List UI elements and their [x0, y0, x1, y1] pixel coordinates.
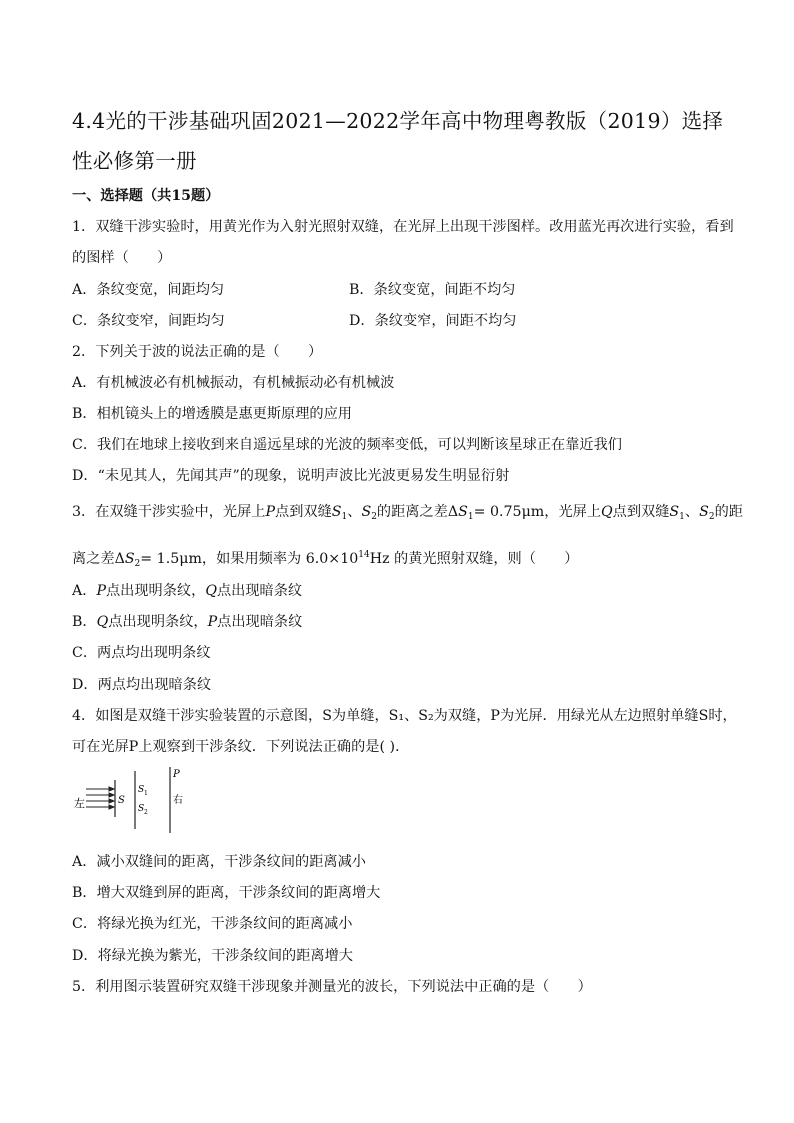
q1-option-a: A．条纹变宽，间距均匀 [72, 282, 225, 298]
ray-arrowhead-4 [109, 805, 114, 809]
q3-text: 点出现暗条纹 [217, 614, 303, 630]
q3-var-s: S [699, 504, 709, 520]
diagram-label-s2: S [138, 804, 145, 814]
diagram-label-right: 右 [173, 795, 183, 806]
ray-arrowhead-1 [109, 787, 114, 791]
diagram-label-left: 左 [74, 797, 85, 810]
q3-text: ，光屏上 [544, 504, 602, 520]
q3-var-q: Q [205, 583, 217, 599]
q3-text: 的距离之差Δ [376, 504, 459, 520]
q3-stem-line-2 [72, 545, 732, 574]
q4-option-d: D．将绿光换为紫光，干涉条纹间的距离增大 [72, 948, 353, 964]
ray-arrowhead-2 [109, 793, 114, 797]
q3-text: Hz 的黄光照射双缝，则（ ） [369, 551, 579, 567]
q3-equation-1: = 0.75μm [473, 504, 545, 520]
q3-exponent: 14 [358, 550, 370, 560]
q3-var-q: Q [601, 504, 613, 520]
q3-option-d: D．两点均出现暗条纹 [72, 677, 212, 693]
q3-option-label: B． [72, 614, 97, 630]
q2-option-d: D．“未见其人，先闻其声”的现象，说明声波比光波更易发生明显衍射 [72, 468, 510, 484]
q1-option-b: B．条纹变宽，间距不均匀 [349, 282, 516, 298]
q3-sub: 1 [679, 512, 685, 522]
q2-stem: 2．下列关于波的说法正确的是（ ） [72, 344, 323, 360]
q1-stem-line-1: 1．双缝干涉实验时，用黄光作为入射光照射双缝，在光屏上出现干涉图样。改用蓝光再次进行实验，看到 [72, 219, 734, 235]
q3-option-b [72, 612, 732, 632]
q3-text: 点出现明条纹， [108, 614, 208, 630]
q3-stem-line-1 [72, 502, 743, 527]
q3-text: 点到双缝 [612, 504, 670, 520]
q3-equation-2: = 1.5μm [140, 551, 202, 567]
q2-option-a: A．有机械波必有机械振动，有机械振动必有机械波 [72, 375, 395, 391]
q3-text: 点到双缝 [275, 504, 332, 520]
q1-stem-line-2: 的图样（ ） [72, 250, 172, 266]
q3-var-s: S [331, 504, 342, 520]
q4-option-b: B．增大双缝到屏的距离，干涉条纹间的距离增大 [72, 885, 381, 901]
q3-var-p: P [207, 614, 218, 630]
q3-var-q: Q [96, 614, 109, 630]
q1-option-c: C．条纹变窄，间距均匀 [72, 313, 225, 329]
q3-option-c: C．两点均出现明条纹 [72, 645, 211, 661]
q3-var-p: P [96, 583, 106, 599]
q4-stem-line-2: 可在光屏P上观察到干涉条纹．下列说法正确的是( )． [72, 739, 410, 755]
double-slit-figure [72, 765, 202, 837]
diagram-label-s1-sub: 1 [144, 790, 148, 797]
q2-option-c: C．我们在地球上接收到来自遥远星球的光波的频率变低，可以判断该星球正在靠近我们 [72, 437, 622, 453]
document-title: 4.4光的干涉基础巩固2021—2022学年高中物理粤教版（2019）选择性必修第一册 [72, 109, 724, 173]
q3-sub: 2 [371, 512, 377, 522]
q5-stem: 5．利用图示装置研究双缝干涉现象并测量光的波长，下列说法中正确的是（ ） [72, 979, 592, 995]
q3-sub: 1 [341, 512, 348, 522]
q3-var-s: S [458, 504, 468, 520]
q3-text: 点出现暗条纹 [216, 583, 303, 599]
diagram-label-s: S [118, 795, 125, 806]
q3-text: 3．在双缝干涉实验中，光屏上 [72, 504, 266, 520]
q3-text: 的距 [714, 504, 743, 520]
q4-option-a: A．减小双缝间的距离，干涉条纹间的距离减小 [72, 854, 366, 870]
section-heading: 一、选择题（共15题） [72, 188, 220, 204]
q3-option-a [72, 581, 732, 601]
light-rays [86, 787, 114, 809]
q1-option-d: D．条纹变窄，间距不均匀 [349, 313, 517, 329]
q3-text: ，如果用频率为 6.0×10 [201, 551, 359, 567]
q3-text: 、 [347, 504, 362, 520]
q3-var-s: S [669, 504, 680, 520]
ray-arrowhead-3 [109, 799, 114, 803]
diagram-label-s1: S [138, 785, 145, 795]
q4-option-c: C．将绿光换为红光，干涉条纹间的距离减小 [72, 916, 353, 932]
q3-var-p: P [265, 504, 276, 520]
q3-text: 离之差Δ [72, 551, 125, 567]
q3-var-s: S [124, 551, 135, 567]
q3-var-s: S [361, 504, 372, 520]
q2-option-b: B．相机镜头上的增透膜是惠更斯原理的应用 [72, 406, 352, 422]
diagram-label-s2-sub: 2 [144, 809, 148, 816]
double-slit-diagram [72, 765, 202, 837]
q3-text: 点出现明条纹， [105, 583, 206, 599]
q3-sub: 1 [467, 512, 474, 522]
diagram-label-p: P [173, 769, 180, 780]
q3-sub: 2 [708, 512, 715, 522]
q3-option-label: A． [72, 583, 97, 599]
q3-sub: 2 [134, 559, 141, 569]
q3-text: 、 [684, 504, 700, 520]
q4-stem-line-1: 4．如图是双缝干涉实验装置的示意图，S为单缝，S₁、S₂为双缝，P为光屏．用绿光从左边照射单缝S时， [72, 708, 737, 724]
